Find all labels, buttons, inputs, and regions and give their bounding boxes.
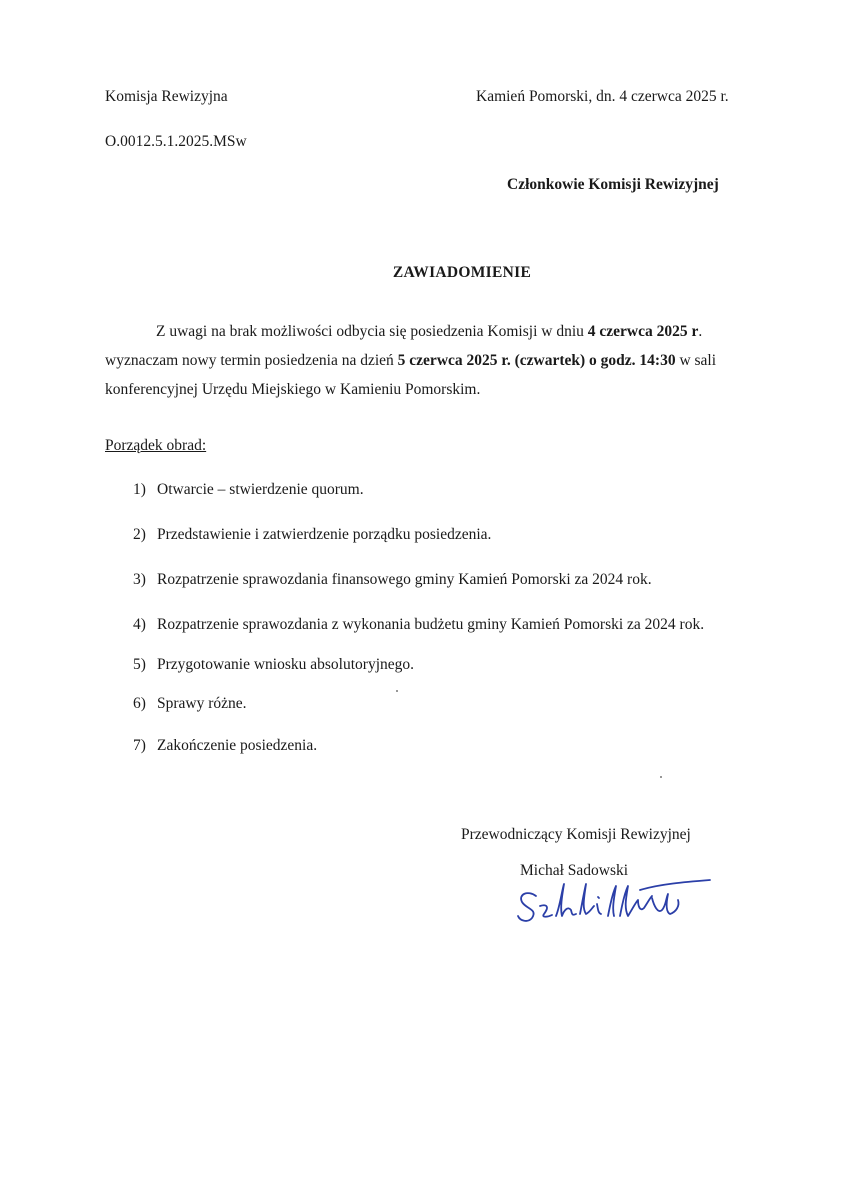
signatory-name: Michał Sadowski	[520, 862, 629, 879]
place-and-date: Kamień Pomorski, dn. 4 czerwca 2025 r.	[476, 88, 729, 105]
agenda-item-number: 6)	[133, 695, 146, 712]
body-new-date: 5 czerwca 2025 r. (czwartek) o godz. 14:30	[397, 352, 676, 369]
agenda-item-number: 1)	[133, 481, 146, 498]
recipients: Członkowie Komisji Rewizyjnej	[507, 176, 719, 193]
agenda-item-text: Zakończenie posiedzenia.	[157, 737, 318, 754]
signature-icon	[510, 876, 725, 936]
body-text-part: w sali	[675, 352, 717, 369]
body-text-part: Z uwagi na brak możliwości odbycia się posiedzenia Komisji w dniu	[156, 323, 588, 340]
signatory-role: Przewodniczący Komisji Rewizyjnej	[461, 826, 691, 843]
agenda-item	[133, 737, 317, 755]
agenda-item-text: Przedstawienie i zatwierdzenie porządku posiedzenia.	[157, 526, 492, 543]
agenda-item	[133, 481, 364, 499]
document-title: ZAWIADOMIENIE	[392, 264, 532, 281]
body-text-part: wyznaczam nowy termin posiedzenia na dzień	[105, 352, 398, 369]
agenda-item-number: 3)	[133, 571, 146, 588]
body-text-part: .	[698, 323, 703, 340]
agenda-item-text: Otwarcie – stwierdzenie quorum.	[157, 481, 364, 498]
agenda-item-number: 7)	[133, 737, 146, 754]
agenda-item-number: 5)	[133, 656, 146, 673]
body-paragraph	[105, 317, 765, 404]
agenda-item-text: Rozpatrzenie sprawozdania z wykonania budżetu gminy Kamień Pomorski za 2024 rok.	[157, 616, 705, 633]
body-line-1	[105, 317, 765, 346]
body-line-2	[105, 346, 765, 375]
agenda-item-text: Przygotowanie wniosku absolutoryjnego.	[157, 656, 415, 673]
agenda-item-number: 4)	[133, 616, 146, 633]
agenda-item	[133, 616, 704, 634]
signature-ink	[518, 880, 710, 921]
agenda-item-number: 2)	[133, 526, 146, 543]
agenda-item	[133, 695, 247, 713]
agenda-item-text: Sprawy różne.	[157, 695, 247, 712]
organization-name: Komisja Rewizyjna	[105, 88, 228, 105]
body-date-original: 4 czerwca 2025 r	[587, 323, 699, 340]
handwritten-signature	[510, 876, 725, 941]
reference-number: O.0012.5.1.2025.MSw	[105, 133, 247, 150]
agenda-item-text: Rozpatrzenie sprawozdania finansowego gminy Kamień Pomorski za 2024 rok.	[157, 571, 652, 588]
scan-speck	[660, 776, 662, 778]
agenda-item	[133, 656, 414, 674]
agenda-item	[133, 526, 491, 544]
body-line-3: konferencyjnej Urzędu Miejskiego w Kamieniu Pomorskim.	[105, 381, 481, 398]
scan-speck	[396, 690, 398, 692]
agenda-heading: Porządek obrad:	[105, 437, 207, 454]
agenda-item	[133, 571, 652, 589]
